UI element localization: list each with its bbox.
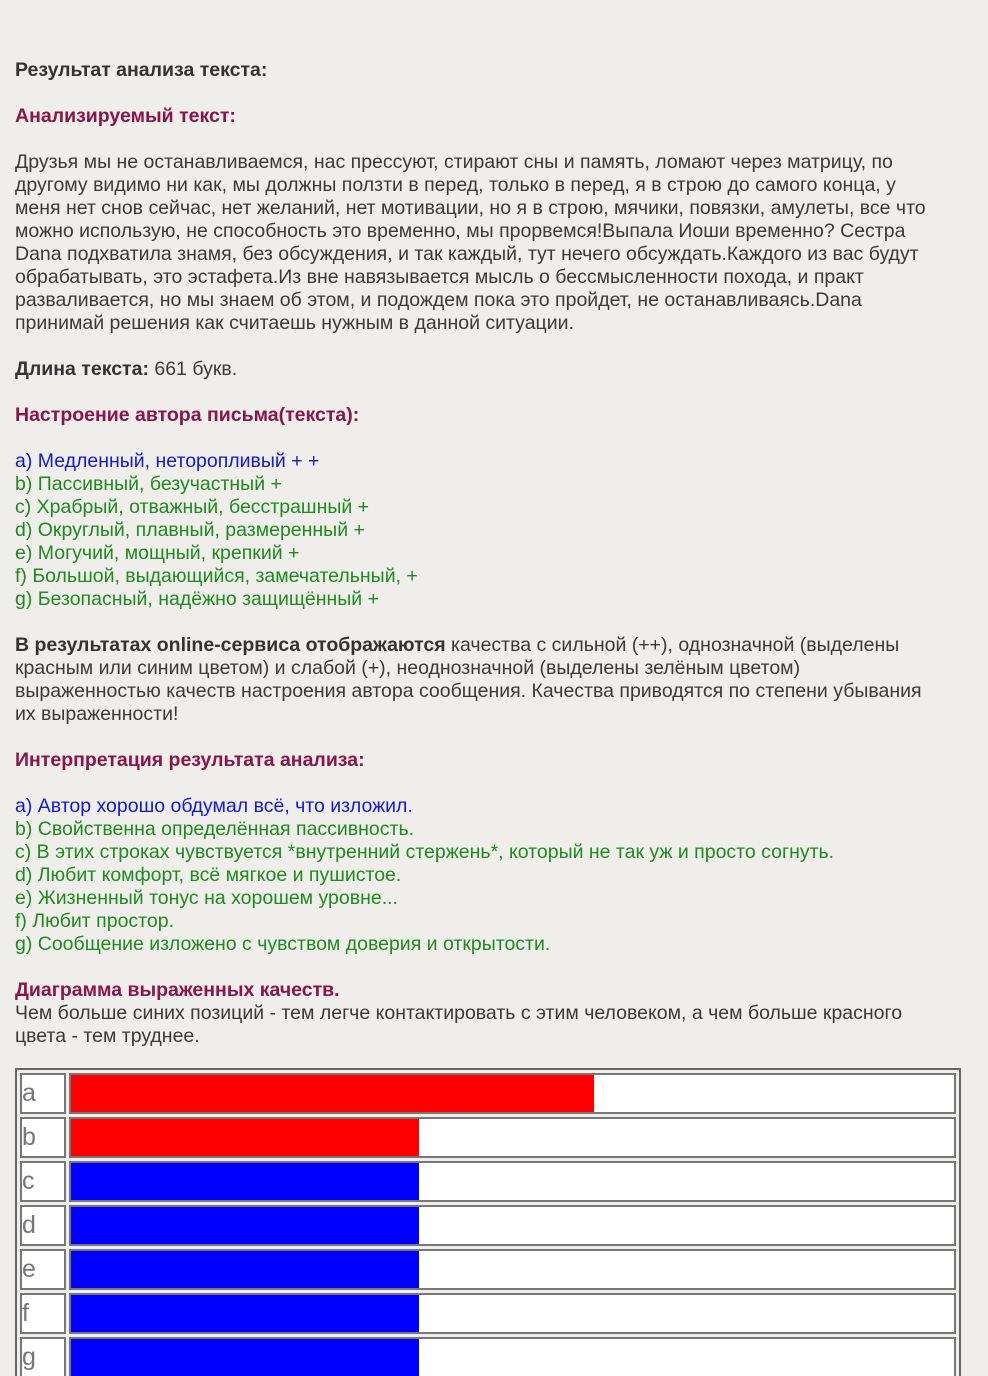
mood-list [15,450,973,611]
analyzed-text [15,151,973,335]
analyzed-text-line: можно использую, не способность это временно, мы прорвемся!Выпала Иоши временно? Сестра [15,220,906,242]
analyzed-text-line: меня нет снов сейчас, нет желаний, нет мотивации, но я в строю, мячики, повязки, амулеты, все что [15,197,926,219]
chart-row [20,1337,956,1376]
interpretation-item: c) В этих строках чувствуется *внутренний стержень*, который не так уж и просто согнуть. [15,841,835,863]
mood-item: c) Храбрый, отважный, бесстрашный + [15,496,370,518]
mood-item: g) Безопасный, надёжно защищённый + [15,588,379,610]
diagram-desc-line: цвета - тем труднее. [15,1025,200,1047]
explanation-line: качества с сильной (++), однозначной (выделены [445,634,900,656]
mood-item: e) Могучий, мощный, крепкий + [15,542,300,564]
explanation-line: выраженностью качеств настроения автора сообщения. Качества приводятся по степени убывания [15,680,922,702]
chart-category-label: f [20,1293,66,1334]
chart-row [20,1293,956,1334]
qualities-bar-chart [15,1068,961,1376]
chart-category-label: b [20,1117,66,1158]
diagram-desc-line: Чем больше синих позиций - тем легче контактировать с этим человеком, а чем больше красного [15,1002,903,1024]
mood-item: b) Пассивный, безучастный + [15,473,282,495]
chart-category-label: c [20,1161,66,1202]
analyzed-text-line: Dana подхватила знамя, без обсуждения, и так каждый, тут нечего обсуждать.Каждого из вас будут [15,243,919,265]
chart-category-label: g [20,1337,66,1376]
chart-row [20,1205,956,1246]
interpretation-item: d) Любит комфорт, всё мягкое и пушистое. [15,864,402,886]
chart-category-label: e [20,1249,66,1290]
mood-heading: Настроение автора письма(текста): [15,404,360,426]
chart-bar-cell [69,1073,956,1114]
chart-bar-cell [69,1205,956,1246]
interpretation-heading: Интерпретация результата анализа: [15,749,365,771]
chart-bar [71,1207,419,1244]
text-length-label: Длина текста: [15,358,149,380]
diagram-header [15,979,973,1048]
analyzed-text-line: обрабатывать, это эстафета.Из вне навязывается мысль о бессмысленности похода, и практ [15,266,864,288]
chart-bar [71,1119,419,1156]
interpretation-item: g) Сообщение изложено с чувством доверия и открытости. [15,933,551,955]
chart-bar-cell [69,1293,956,1334]
text-length-value: 661 букв. [148,358,238,380]
chart-bar [71,1251,419,1288]
chart-bar [71,1075,594,1112]
analyzed-text-heading: Анализируемый текст: [15,105,236,127]
analyzed-text-line: принимай решения как считаешь нужным в данной ситуации. [15,312,574,334]
mood-item: f) Большой, выдающийся, замечательный, + [15,565,418,587]
diagram-heading: Диаграмма выраженных качеств. [15,979,340,1001]
text-length [15,358,973,381]
explanation [15,634,973,726]
interpretation-item: a) Автор хорошо обдумал всё, что изложил. [15,795,413,817]
chart-category-label: a [20,1073,66,1114]
interpretation-item: b) Свойственна определённая пассивность. [15,818,415,840]
chart-row [20,1073,956,1114]
chart-row [20,1161,956,1202]
mood-item: a) Медленный, неторопливый + + [15,450,320,472]
analyzed-text-line: разваливается, но мы знаем об этом, и подождем пока это пройдет, не останавливаясь.Dana [15,289,862,311]
chart-bar [71,1163,419,1200]
chart-bar [71,1339,419,1376]
chart-bar [71,1295,419,1332]
explanation-line: красным или синим цветом) и слабой (+), неоднозначной (выделены зелёным цветом) [15,657,801,679]
chart-row [20,1249,956,1290]
interpretation-item: f) Любит простор. [15,910,174,932]
mood-item: d) Округлый, плавный, размеренный + [15,519,365,541]
chart-row [20,1117,956,1158]
chart-bar-cell [69,1249,956,1290]
chart-bar-cell [69,1117,956,1158]
analyzed-text-line: другому видимо ни как, мы должны ползти в перед, только в перед, я в строю до самого конца, у [15,174,896,196]
page-title: Результат анализа текста: [15,59,268,81]
chart-bar-cell [69,1161,956,1202]
chart-bar-cell [69,1337,956,1376]
explanation-bold: В результатах online-сервиса отображаются [15,634,446,656]
explanation-line: их выраженности! [15,703,179,725]
analyzed-text-line: Друзья мы не останавливаемся, нас прессуют, стирают сны и память, ломают через матрицу, по [15,151,893,173]
interpretation-item: e) Жизненный тонус на хорошем уровне... [15,887,398,909]
chart-category-label: d [20,1205,66,1246]
interpretation-list [15,795,973,956]
